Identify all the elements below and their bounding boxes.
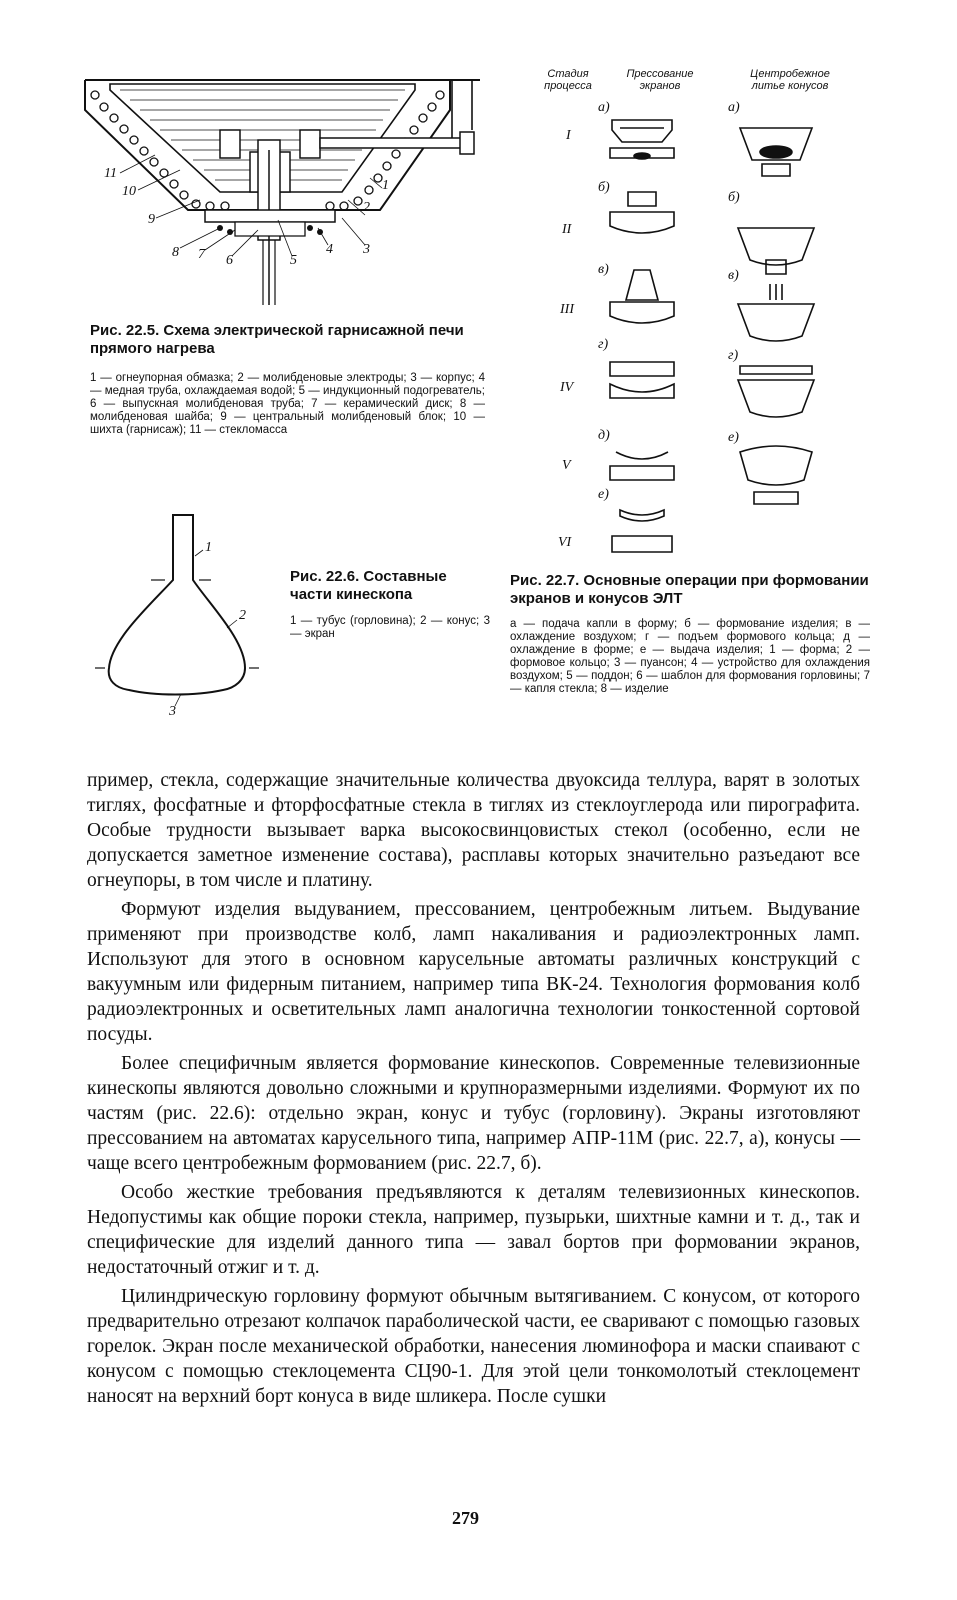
figure-22-5 bbox=[80, 70, 500, 310]
fig-22-6-legend: 1 — тубус (горловина); 2 — конус; 3 — экран bbox=[290, 615, 490, 640]
fig-22-7-step-left: д) bbox=[598, 428, 610, 443]
fig-22-6-label: 3 bbox=[169, 704, 176, 719]
fig-22-7-step-left: е) bbox=[598, 487, 609, 502]
fig-22-7-header-stage: Стадия процесса bbox=[544, 68, 592, 92]
fig-22-5-label: 7 bbox=[198, 247, 205, 262]
fig-22-7-step-right: в) bbox=[728, 268, 739, 283]
fig-22-7-step-left: б) bbox=[598, 180, 610, 195]
fig-22-5-label: 4 bbox=[326, 242, 333, 257]
fig-22-7-stage: I bbox=[566, 128, 571, 143]
fig-22-7-stage: II bbox=[562, 222, 572, 237]
fig-22-7-stage: III bbox=[560, 302, 574, 317]
page-number: 279 bbox=[452, 1508, 479, 1528]
fig-22-5-label: 5 bbox=[290, 253, 297, 268]
paragraph: Формуют изделия выдуванием, прессованием, центробежным литьем. Выдувание применяют при производстве колб, ламп накаливания и радиоэлектронных ламп. Используют для этого в основном карусельные автоматы различных конструкций с вакуумным или фидерным питанием, например типа ВК-24. Технология формования колб радиоэлектронных и осветительных ламп аналогична технологии тонкостенной сортовой посуды. bbox=[87, 899, 860, 1045]
fig-22-7-step-right: б) bbox=[728, 190, 740, 205]
fig-22-5-label: 3 bbox=[363, 242, 370, 257]
fig-22-7-step-right: г) bbox=[728, 348, 739, 363]
paragraph: Цилиндрическую горловину формуют обычным вытягиванием. С конусом, от которого предварительно отрезают колпачок параболической части, ее сваривают с помощью газовых горелок. Экран после механической обработки, нанесения люминофора и маски спаивают с конусом с помощью стеклоцемента СЦ90-1. Для этой цели тонкомолотый стеклоцемент наносят на верхний борт конуса в виде шликера. После сушки bbox=[87, 1286, 860, 1407]
paragraph: Более специфичным является формование кинескопов. Современные телевизионные кинескопы являются довольно сложными и крупноразмерными изделиями. Формуют их по частям (рис. 22.6): отдельно экран, конус и тубус (горловину). Экраны изготовляют прессованием на автоматах карусельного типа, например АПР-11М (рис. 22.7, а), конусы — чаще всего центробежным формованием (рис. 22.7, б). bbox=[87, 1053, 860, 1174]
fig-22-5-label: 10 bbox=[122, 184, 136, 199]
fig-22-7-caption: Рис. 22.7. Основные операции при формовании экранов и конусов ЭЛТ bbox=[510, 572, 869, 607]
fig-22-7-step-right: а) bbox=[728, 100, 740, 115]
fig-22-7-header-centr: Центробежное литье конусов bbox=[750, 68, 830, 92]
fig-22-7-stage: V bbox=[562, 458, 571, 473]
fig-22-5-label: 2 bbox=[363, 200, 370, 215]
paragraph: пример, стекла, содержащие значительные количества двуоксида теллура, варят в золотых тиглях, фосфатные и фторфосфатные стекла в тиглях из стеклоуглерода или пирографита. Особые трудности вызывает варка высокосвинцовистых стекол (особенно, если не допускается заметное изменение состава), расплавы которых значительно разъедают все огнеупоры, в том числе и платину. bbox=[87, 770, 860, 891]
fig-22-5-legend: 1 — огнеупорная обмазка; 2 — молибденовые электроды; 3 — корпус; 4 — медная труба, охлаждаемая водой; 5 — индукционный подогреватель; 6 — выпускная молибденовая труба; 7 — керамический диск; 8 — молибденовая шайба; 9 — центральный молибденовый блок; 10 — шихта (гарнисаж); 11 — стекломасса bbox=[90, 372, 485, 436]
fig-22-7-step-right: е) bbox=[728, 430, 739, 445]
fig-22-5-label: 8 bbox=[172, 245, 179, 260]
operations-diagram bbox=[590, 100, 860, 565]
fig-22-6-label: 2 bbox=[239, 608, 246, 623]
fig-22-7-legend: а — подача капли в форму; б — формование изделия; в — охлаждение воздухом; г — подъем формового кольца; д — охлаждение в форме; е — выдача изделия; 1 — форма; 2 — формовое кольцо; 3 — пуансон; 4 — устройство для охлаждения воздухом; 5 — поддон; 6 — шаблон для формования горловины; 7 — капля стекла; 8 — изделие bbox=[510, 618, 870, 695]
fig-22-7-step-left: а) bbox=[598, 100, 610, 115]
fig-22-5-label: 6 bbox=[226, 253, 233, 268]
body-text bbox=[87, 768, 860, 1413]
figure-22-7-drawings bbox=[590, 100, 860, 565]
fig-22-5-label: 9 bbox=[148, 212, 155, 227]
fig-22-5-caption: Рис. 22.5. Схема электрической гарнисажной печи прямого нагрева bbox=[90, 322, 464, 357]
furnace-diagram bbox=[80, 70, 500, 310]
kinescope-diagram bbox=[95, 510, 275, 725]
fig-22-6-label: 1 bbox=[205, 540, 212, 555]
paragraph: Особо жесткие требования предъявляются к деталям телевизионных кинескопов. Недопустимы как общие пороки стекла, например, пузырьки, шихтные камни и т. д., так и специфические для изделий данного типа — завал бортов при формовании экранов, недостаточный отжиг и т. д. bbox=[87, 1182, 860, 1278]
fig-22-7-stage: VI bbox=[558, 535, 572, 550]
figure-22-6 bbox=[95, 510, 275, 725]
fig-22-7-step-left: в) bbox=[598, 262, 609, 277]
fig-22-7-header-press: Прессование экранов bbox=[626, 68, 694, 92]
fig-22-6-caption: Рис. 22.6. Составные части кинескопа bbox=[290, 568, 447, 603]
fig-22-5-label: 11 bbox=[104, 166, 117, 181]
fig-22-7-step-left: г) bbox=[598, 337, 609, 352]
fig-22-5-label: 1 bbox=[382, 178, 389, 193]
fig-22-7-stage: IV bbox=[560, 380, 574, 395]
